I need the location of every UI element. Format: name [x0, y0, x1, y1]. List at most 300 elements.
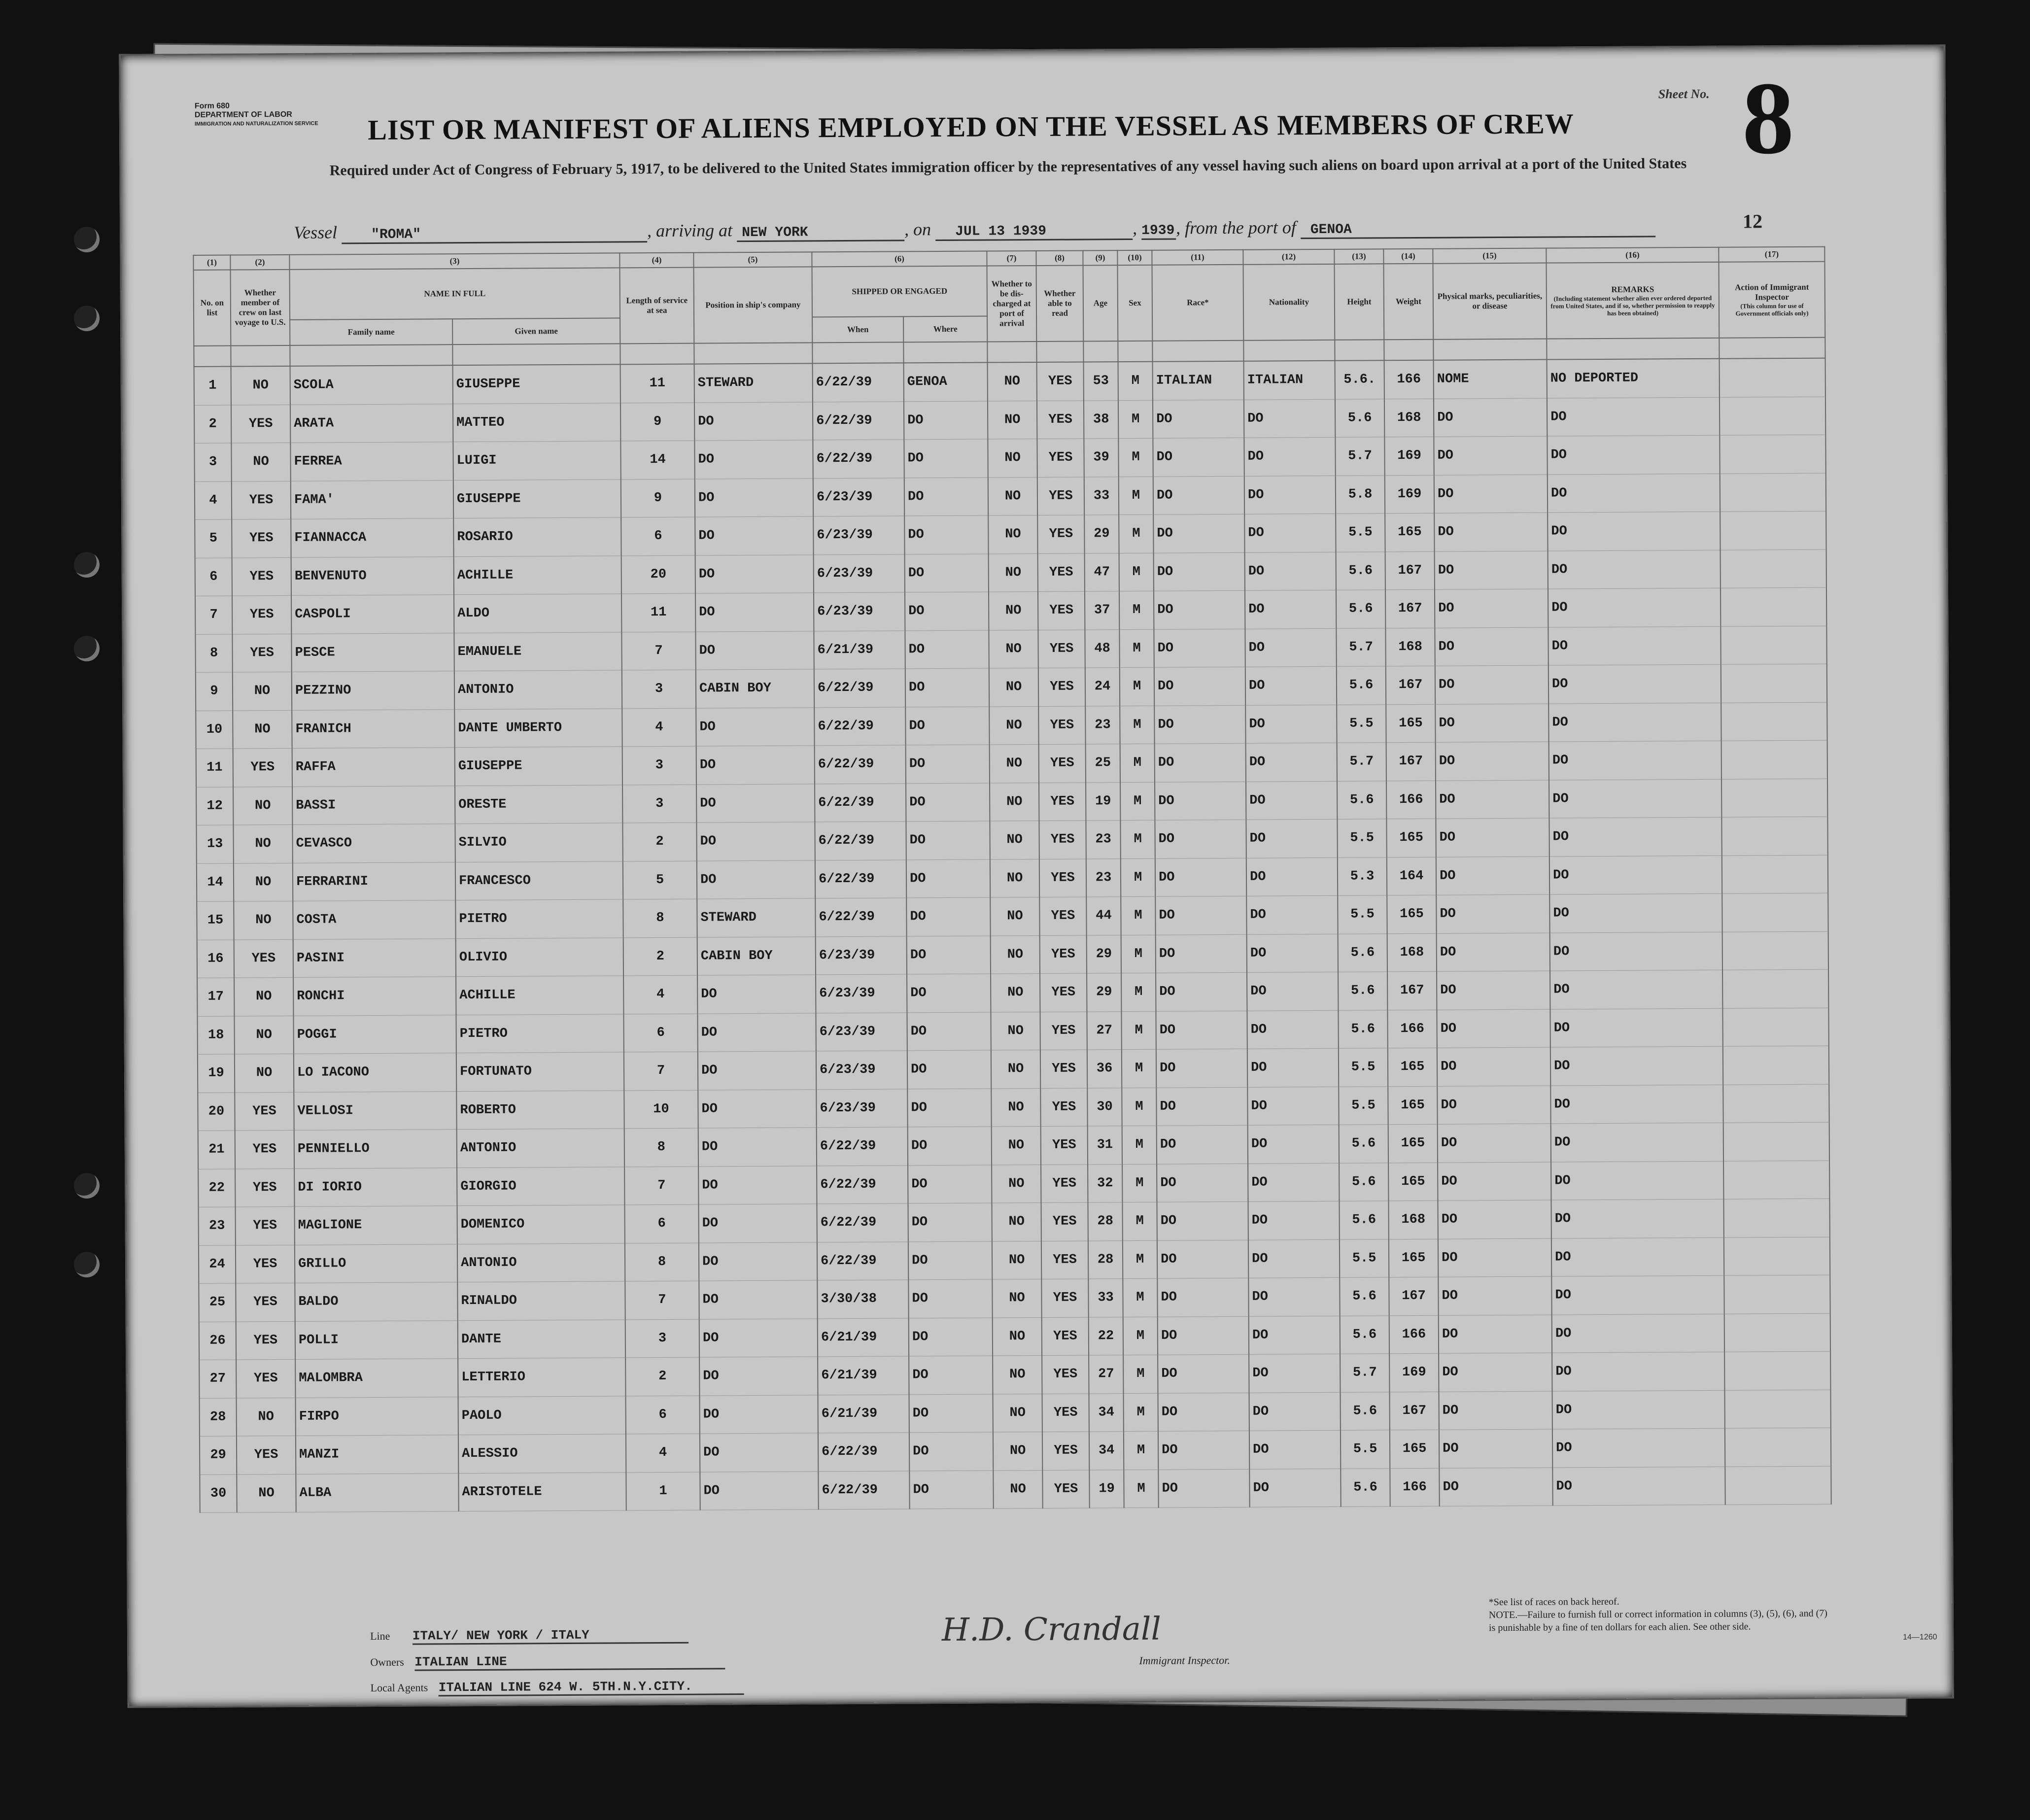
- cell-when: 6/22/39: [815, 898, 906, 936]
- service: IMMIGRATION AND NATURALIZATION SERVICE: [194, 120, 318, 127]
- cell-discharged: NO: [992, 1202, 1041, 1241]
- cell-race: DO: [1154, 629, 1245, 667]
- cell-given: LUIGI: [453, 441, 620, 480]
- cell-member: YES: [236, 1359, 295, 1398]
- col-num: (17): [1719, 247, 1824, 262]
- col-num: (8): [1036, 250, 1083, 265]
- cell-read: YES: [1041, 1202, 1088, 1241]
- cell-height: 5.3: [1338, 857, 1387, 895]
- cell-remarks: DO: [1551, 1161, 1723, 1200]
- punch-hole: [74, 636, 100, 661]
- races-note: *See list of races on back hereof.: [1488, 1596, 1619, 1608]
- cell-length: 7: [624, 1052, 698, 1090]
- cell-race: DO: [1156, 1049, 1247, 1087]
- cell-member: NO: [234, 977, 293, 1016]
- cell-given: GIORGIO: [457, 1167, 624, 1205]
- cell-given: DANTE UMBERTO: [454, 708, 622, 747]
- cell-when: 6/22/39: [817, 1165, 908, 1203]
- cell-position: DO: [695, 554, 814, 593]
- cell-no: 1: [194, 367, 231, 405]
- punch-hole: [74, 227, 100, 252]
- cell-family: CEVASCO: [292, 824, 455, 863]
- cell-age: 36: [1087, 1050, 1122, 1088]
- cell-length: 9: [620, 403, 694, 441]
- cell-remarks: DO: [1548, 550, 1720, 589]
- owners-value: ITALIAN LINE: [414, 1653, 725, 1671]
- cell-weight: 166: [1386, 781, 1436, 819]
- action-title: Action of Immigrant Inspector: [1735, 282, 1809, 302]
- cell-discharged: NO: [992, 1279, 1041, 1317]
- cell-physical: DO: [1438, 1162, 1551, 1201]
- cell-nationality: DO: [1248, 1125, 1339, 1163]
- cell-when: 6/21/39: [818, 1394, 909, 1433]
- cell-weight: 167: [1386, 666, 1435, 704]
- cell-action: [1722, 969, 1828, 1008]
- cell-family: SCOLA: [290, 365, 453, 405]
- cell-remarks: DO: [1552, 1390, 1725, 1429]
- cell-no: 4: [195, 481, 232, 520]
- cell-weight: 165: [1388, 1086, 1437, 1125]
- cell-given: GIUSEPPE: [453, 479, 621, 518]
- cell-family: LO IACONO: [294, 1053, 456, 1092]
- cell-remarks: DO: [1547, 435, 1720, 474]
- cell-remarks: DO: [1550, 970, 1722, 1009]
- cell-physical: DO: [1435, 589, 1548, 628]
- cell-when: 6/22/39: [817, 1241, 908, 1280]
- cell-remarks: DO: [1550, 932, 1722, 971]
- cell-member: YES: [235, 1092, 294, 1131]
- cell-remarks: DO: [1552, 1352, 1724, 1391]
- cell-nationality: DO: [1248, 1201, 1339, 1239]
- cell-remarks: DO: [1548, 588, 1720, 627]
- fine-note: NOTE.—Failure to furnish full or correct information in columns (3), (5), (6), and (7) is punishable by a fine of ten dollars for each alien. See other side.: [1488, 1608, 1827, 1634]
- cell-discharged: NO: [992, 1126, 1041, 1165]
- cell-height: 5.6: [1338, 972, 1387, 1010]
- crew-manifest-table: [193, 246, 1831, 1513]
- cell-height: 5.6: [1340, 1315, 1389, 1354]
- cell-given: ARISTOTELE: [458, 1472, 626, 1511]
- cell-physical: DO: [1434, 475, 1548, 514]
- cell-sex: M: [1118, 438, 1153, 477]
- cell-no: 16: [197, 940, 234, 978]
- cell-weight: 167: [1390, 1392, 1439, 1430]
- cell-given: DANTE: [458, 1319, 625, 1358]
- cell-given: ACHILLE: [454, 555, 621, 594]
- cell-member: NO: [234, 863, 293, 901]
- cell-nationality: DO: [1249, 1392, 1341, 1431]
- cell-family: FERREA: [290, 442, 453, 481]
- cell-remarks: DO: [1547, 397, 1720, 436]
- cell-member: NO: [234, 1016, 293, 1054]
- cell-nationality: DO: [1249, 1354, 1340, 1392]
- cell-sex: M: [1123, 1317, 1158, 1355]
- cell-physical: DO: [1439, 1353, 1552, 1392]
- cell-given: PAOLO: [458, 1396, 626, 1435]
- cell-race: DO: [1155, 782, 1246, 820]
- cell-race: DO: [1157, 1125, 1248, 1164]
- cell-discharged: NO: [990, 821, 1039, 859]
- cell-where: DO: [907, 935, 991, 974]
- cell-age: 32: [1088, 1164, 1122, 1202]
- cell-nationality: DO: [1247, 1048, 1339, 1087]
- cell-nationality: DO: [1246, 781, 1337, 820]
- crew-rows: [194, 358, 1831, 1513]
- cell-physical: DO: [1437, 1009, 1550, 1048]
- col-num: (7): [987, 251, 1036, 266]
- cell-weight: 166: [1384, 360, 1434, 399]
- cell-length: 2: [622, 823, 696, 861]
- cell-when: 3/30/38: [817, 1280, 908, 1318]
- cell-age: 34: [1089, 1432, 1124, 1470]
- cell-physical: DO: [1436, 742, 1549, 781]
- cell-no: 28: [200, 1398, 237, 1437]
- cell-where: DO: [906, 745, 990, 783]
- cell-length: 7: [624, 1167, 698, 1205]
- cell-position: DO: [697, 860, 815, 899]
- cell-remarks: DO: [1549, 893, 1722, 932]
- cell-position: DO: [699, 1242, 817, 1281]
- cell-where: DO: [909, 1470, 993, 1509]
- cell-length: 8: [625, 1243, 699, 1281]
- cell-action: [1720, 473, 1826, 512]
- cell-discharged: NO: [993, 1394, 1042, 1432]
- cell-when: 6/22/39: [818, 1471, 909, 1509]
- cell-read: YES: [1038, 591, 1085, 630]
- cell-age: 37: [1085, 591, 1119, 630]
- cell-age: 39: [1084, 439, 1118, 477]
- cell-no: 17: [197, 978, 234, 1016]
- cell-nationality: DO: [1247, 1087, 1339, 1125]
- cell-member: NO: [231, 366, 290, 405]
- cell-nationality: DO: [1247, 1010, 1338, 1049]
- cell-given: DOMENICO: [457, 1205, 624, 1244]
- cell-read: YES: [1039, 744, 1086, 783]
- cell-position: CABIN BOY: [697, 936, 816, 975]
- cell-where: DO: [909, 1356, 993, 1394]
- header-position: Position in ship's company: [694, 267, 813, 343]
- header-length-service: Length of service at sea: [620, 268, 694, 344]
- cell-position: DO: [698, 1089, 816, 1128]
- cell-where: DO: [905, 630, 989, 668]
- cell-age: 29: [1087, 935, 1121, 973]
- cell-read: YES: [1038, 553, 1085, 591]
- cell-race: DO: [1158, 1393, 1249, 1431]
- cell-weight: 166: [1390, 1468, 1439, 1507]
- cell-weight: 166: [1387, 1010, 1437, 1048]
- cell-weight: 168: [1388, 1201, 1438, 1239]
- cell-age: 28: [1088, 1202, 1122, 1241]
- cell-nationality: DO: [1249, 1430, 1341, 1469]
- cell-sex: M: [1124, 1470, 1158, 1508]
- cell-race: DO: [1157, 1278, 1248, 1316]
- vessel-line: Vessel "ROMA" , arriving at NEW YORK , on JUL 13 1939 , 1939, from the port of GENOA: [294, 215, 1655, 244]
- cell-when: 6/22/39: [815, 822, 906, 860]
- cell-read: YES: [1042, 1393, 1089, 1432]
- cell-read: YES: [1038, 629, 1085, 668]
- cell-height: 5.6: [1340, 1277, 1389, 1316]
- cell-race: DO: [1158, 1431, 1249, 1469]
- cell-discharged: NO: [991, 1012, 1040, 1050]
- cell-sex: M: [1119, 477, 1153, 515]
- cell-when: 6/22/39: [813, 401, 904, 440]
- cell-nationality: ITALIAN: [1244, 361, 1335, 400]
- cell-position: STEWARD: [694, 363, 813, 402]
- cell-action: [1723, 1161, 1829, 1200]
- cell-age: 38: [1084, 400, 1118, 439]
- manifest-sheet: [119, 44, 1954, 1708]
- cell-action: [1721, 664, 1827, 703]
- cell-action: [1721, 702, 1827, 741]
- cell-height: 5.6: [1339, 1125, 1388, 1163]
- cell-weight: 167: [1387, 971, 1437, 1010]
- cell-length: 1: [626, 1472, 700, 1511]
- cell-weight: 164: [1387, 857, 1436, 895]
- sheet-number: 8: [1742, 61, 1794, 176]
- cell-race: DO: [1155, 858, 1246, 896]
- cell-read: YES: [1037, 362, 1084, 400]
- cell-action: [1720, 358, 1825, 397]
- cell-no: 2: [194, 405, 231, 444]
- cell-no: 10: [196, 711, 233, 749]
- cell-discharged: NO: [990, 783, 1039, 821]
- cell-physical: DO: [1437, 971, 1550, 1010]
- cell-sex: M: [1122, 1202, 1157, 1240]
- header-row: [194, 262, 1825, 320]
- inspector-label: Immigrant Inspector.: [1139, 1653, 1230, 1667]
- cell-length: 10: [624, 1090, 698, 1129]
- cell-when: 6/21/39: [818, 1318, 909, 1356]
- cell-weight: 165: [1388, 1048, 1437, 1086]
- cell-read: YES: [1037, 477, 1084, 515]
- cell-discharged: NO: [993, 1470, 1042, 1509]
- cell-where: DO: [907, 974, 991, 1012]
- cell-remarks: DO: [1551, 1275, 1724, 1314]
- cell-action: [1720, 435, 1825, 474]
- cell-nationality: DO: [1244, 437, 1335, 476]
- cell-weight: 168: [1387, 933, 1437, 972]
- cell-discharged: NO: [988, 401, 1037, 439]
- cell-remarks: DO: [1550, 1085, 1723, 1124]
- cell-nationality: DO: [1245, 590, 1336, 628]
- line-label: Line: [370, 1629, 390, 1643]
- cell-discharged: NO: [991, 973, 1040, 1012]
- cell-length: 7: [621, 632, 695, 670]
- cell-length: 5: [623, 861, 697, 899]
- cell-height: 5.6: [1336, 551, 1385, 590]
- corner-number: 12: [1742, 210, 1763, 233]
- arrival-port: NEW YORK: [737, 224, 904, 242]
- cell-race: ITALIAN: [1153, 361, 1244, 400]
- cell-action: [1720, 626, 1826, 665]
- cell-discharged: NO: [992, 1165, 1041, 1203]
- cell-weight: 167: [1385, 551, 1435, 590]
- cell-age: 24: [1085, 668, 1120, 706]
- cell-when: 6/22/39: [813, 440, 904, 478]
- cell-member: YES: [237, 1436, 296, 1474]
- cell-no: 3: [194, 443, 231, 481]
- cell-member: YES: [236, 1283, 295, 1321]
- owners-label: Owners: [370, 1655, 404, 1669]
- cell-nationality: DO: [1244, 476, 1336, 514]
- cell-age: 23: [1086, 821, 1120, 859]
- cell-no: 14: [197, 863, 234, 902]
- cell-length: 6: [623, 1014, 697, 1052]
- cell-action: [1722, 855, 1828, 894]
- cell-sex: M: [1119, 553, 1154, 591]
- cell-read: YES: [1042, 1355, 1089, 1394]
- cell-given: PIETRO: [455, 899, 623, 938]
- cell-when: 6/23/39: [816, 936, 907, 974]
- cell-family: MANZI: [296, 1435, 458, 1474]
- cell-nationality: DO: [1248, 1163, 1339, 1202]
- cell-where: DO: [906, 859, 990, 897]
- cell-read: YES: [1040, 1011, 1087, 1050]
- cell-read: YES: [1037, 515, 1084, 553]
- cell-race: DO: [1157, 1164, 1248, 1202]
- cell-action: [1720, 511, 1826, 550]
- cell-no: 13: [196, 825, 233, 863]
- cell-discharged: NO: [991, 1088, 1040, 1127]
- cell-weight: 165: [1385, 513, 1434, 551]
- cell-family: POLLI: [295, 1320, 458, 1359]
- cell-no: 18: [197, 1016, 234, 1055]
- cell-when: 6/23/39: [816, 1089, 907, 1127]
- cell-read: YES: [1039, 821, 1086, 859]
- cell-family: ARATA: [290, 404, 453, 443]
- cell-position: DO: [696, 746, 815, 785]
- cell-physical: DO: [1439, 1391, 1552, 1430]
- cell-length: 3: [622, 746, 696, 785]
- cell-member: NO: [231, 443, 290, 481]
- cell-race: DO: [1155, 896, 1246, 934]
- cell-physical: DO: [1439, 1468, 1552, 1507]
- cell-sex: M: [1121, 896, 1155, 935]
- cell-sex: M: [1121, 1011, 1156, 1050]
- cell-physical: DO: [1434, 513, 1548, 551]
- cell-sex: M: [1118, 400, 1153, 439]
- cell-position: CABIN BOY: [696, 669, 814, 708]
- cell-physical: DO: [1436, 857, 1549, 895]
- cell-physical: DO: [1435, 551, 1548, 590]
- cell-given: EMANUELE: [454, 632, 621, 671]
- cell-nationality: DO: [1246, 819, 1337, 858]
- cell-age: 47: [1085, 553, 1119, 591]
- header-when: When: [812, 316, 903, 343]
- cell-given: FRANCESCO: [455, 861, 623, 900]
- cell-action: [1723, 1199, 1829, 1237]
- cell-nationality: DO: [1247, 972, 1338, 1010]
- col-num: (12): [1243, 249, 1334, 265]
- vessel-name: "ROMA": [342, 226, 647, 244]
- cell-no: 27: [199, 1360, 236, 1398]
- cell-member: YES: [235, 1168, 294, 1207]
- cell-when: 6/22/39: [818, 1433, 909, 1471]
- cell-position: DO: [698, 1166, 817, 1204]
- cell-when: 6/22/39: [814, 669, 905, 707]
- cell-height: 5.5: [1337, 819, 1386, 858]
- cell-read: YES: [1039, 897, 1086, 935]
- cell-family: PESCE: [291, 633, 454, 672]
- cell-nationality: DO: [1246, 743, 1337, 781]
- cell-physical: DO: [1436, 780, 1549, 819]
- cell-discharged: NO: [993, 1355, 1042, 1394]
- line-value: ITALY/ NEW YORK / ITALY: [413, 1627, 688, 1645]
- cell-read: YES: [1039, 858, 1086, 897]
- cell-race: DO: [1158, 1469, 1249, 1508]
- cell-weight: 165: [1386, 819, 1436, 857]
- footer-note: [1489, 1594, 1834, 1635]
- col-num: (14): [1383, 249, 1433, 264]
- cell-remarks: DO: [1549, 817, 1721, 856]
- cell-physical: DO: [1437, 1047, 1550, 1086]
- col-num: (6): [812, 251, 987, 267]
- cell-height: 5.5: [1338, 895, 1387, 934]
- cell-physical: DO: [1438, 1238, 1551, 1277]
- cell-where: DO: [905, 706, 989, 745]
- cell-no: 29: [200, 1436, 237, 1475]
- cell-no: 6: [195, 558, 232, 596]
- cell-length: 3: [625, 1319, 699, 1358]
- cell-discharged: NO: [992, 1241, 1041, 1279]
- cell-weight: 169: [1384, 437, 1434, 475]
- cell-action: [1724, 1237, 1830, 1276]
- cell-no: 9: [196, 672, 233, 711]
- cell-race: DO: [1155, 820, 1246, 858]
- action-sub: (This column for use of Government officials only): [1735, 302, 1809, 317]
- cell-remarks: DO: [1551, 1199, 1723, 1238]
- header-shipped: SHIPPED OR ENGAGED: [812, 266, 988, 317]
- cell-age: 53: [1084, 362, 1118, 400]
- cell-length: 20: [621, 555, 695, 594]
- cell-read: YES: [1041, 1164, 1088, 1202]
- cell-remarks: DO: [1548, 703, 1721, 742]
- cell-family: CASPOLI: [291, 595, 454, 634]
- cell-sex: M: [1121, 858, 1155, 897]
- cell-sex: M: [1120, 706, 1154, 744]
- cell-action: [1724, 1351, 1830, 1390]
- cell-position: DO: [699, 1357, 818, 1396]
- cell-height: 5.6: [1336, 590, 1385, 628]
- cell-nationality: DO: [1245, 705, 1337, 743]
- header-age: Age: [1083, 265, 1118, 341]
- cell-height: 5.7: [1340, 1354, 1389, 1392]
- cell-read: YES: [1042, 1470, 1089, 1508]
- cell-height: 5.5: [1339, 1048, 1388, 1087]
- cell-when: 6/22/39: [815, 745, 906, 784]
- cell-given: ROBERTO: [456, 1090, 624, 1129]
- cell-member: NO: [235, 1054, 294, 1092]
- cell-when: 6/23/39: [814, 592, 905, 631]
- cell-discharged: NO: [991, 1050, 1040, 1088]
- cell-nationality: DO: [1249, 1469, 1341, 1507]
- cell-position: DO: [695, 593, 814, 632]
- cell-given: ANTONIO: [454, 670, 622, 709]
- cell-position: DO: [695, 478, 813, 517]
- cell-height: 5.5: [1337, 704, 1386, 743]
- cell-length: 9: [621, 479, 695, 517]
- cell-length: 8: [623, 899, 697, 937]
- cell-remarks: DO: [1550, 1008, 1722, 1047]
- cell-discharged: NO: [990, 859, 1039, 897]
- cell-family: BASSI: [292, 786, 455, 824]
- cell-height: 5.5: [1340, 1239, 1389, 1277]
- cell-height: 5.6.: [1335, 360, 1384, 399]
- cell-nationality: DO: [1244, 399, 1335, 438]
- cell-height: 5.7: [1336, 628, 1385, 666]
- cell-race: DO: [1158, 1354, 1249, 1393]
- cell-action: [1725, 1390, 1831, 1429]
- cell-length: 6: [621, 517, 695, 555]
